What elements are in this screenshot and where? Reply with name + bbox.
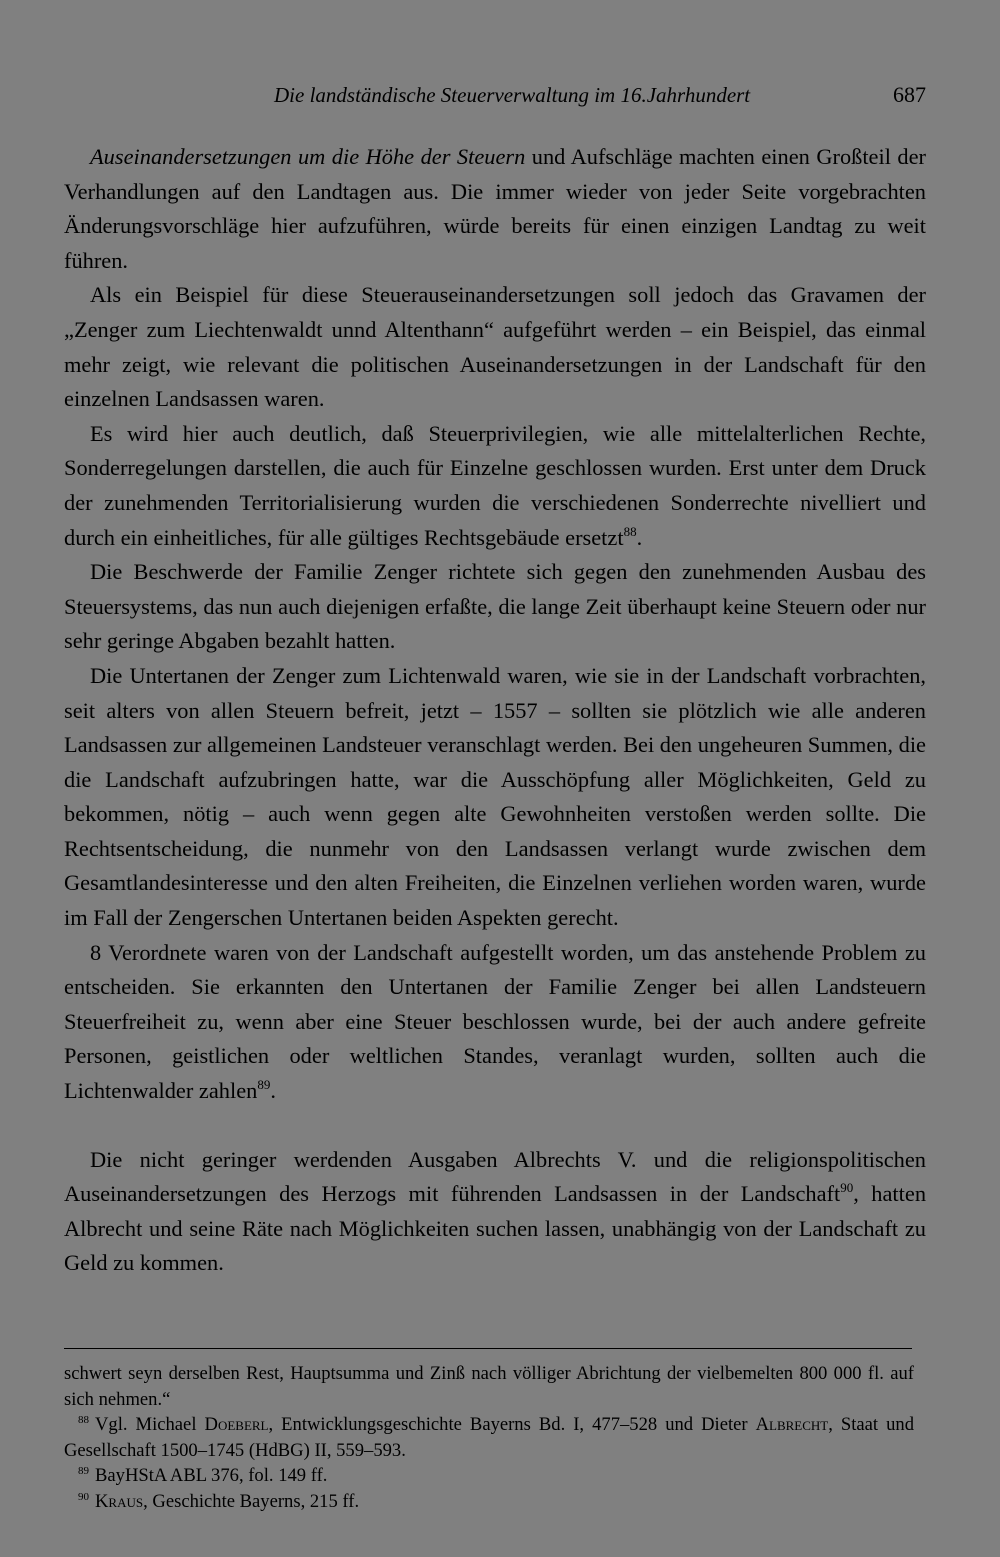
footnote-continuation: schwert seyn derselben Rest, Hauptsumma und Zinß nach völliger Abrichtung der vielbemelten 800 000 fl. auf sich nehmen.“ [64, 1363, 914, 1410]
paragraph-1-text: und Aufschläge machten einen Großteil der Verhandlungen auf den Landtagen aus. Die immer wieder von jeder Seite vorgebrachten Änderungsvorschläge hier aufzuführen, würde bereits für einen einzigen Landtag zu weit führen. [64, 144, 926, 273]
paragraph-3 [64, 417, 926, 555]
footnote-ref-88: 88 [623, 523, 637, 539]
paragraph-7 [64, 1143, 926, 1281]
footnote-88-author-2: Albrecht [755, 1414, 829, 1435]
footnote-88-text-c: , Staat und Gesellschaft 1500–1745 (HdBG) II, 559–593. [64, 1414, 915, 1461]
footnote-89 [64, 1463, 914, 1489]
footnotes [64, 1361, 914, 1514]
footnote-90 [64, 1489, 914, 1515]
paragraph-1 [64, 140, 926, 278]
footnote-89-mark: 89 [78, 1465, 89, 1477]
paragraph-7-end: , hatten Albrecht und seine Räte nach Möglichkeiten suchen lassen, unabhängig von der Landschaft zu Geld zu kommen. [64, 1181, 927, 1276]
page-number: 687 [893, 82, 926, 107]
footnote-90-mark: 90 [78, 1490, 89, 1503]
paragraph-6-end: . [270, 1078, 276, 1104]
running-head [64, 80, 926, 114]
footnote-88-author-1: Doeberl [204, 1414, 269, 1435]
paragraph-2: Als ein Beispiel für diese Steuerauseinandersetzungen soll jedoch das Gravamen der „Zenger zum Liechtenwaldt unnd Altenthann“ aufgeführt werden – ein Beispiel, das einmal mehr zeigt, wie relevant die politischen Auseinandersetzungen in der Landschaft für den einzelnen Landsassen waren. [64, 282, 926, 412]
paragraph-7-text: Die nicht geringer werdenden Ausgaben Albrechts V. und die religionspolitischen Auseinandersetzungen des Herzogs mit führenden Landsassen in der Landschaft [64, 1146, 926, 1207]
paragraph-1-italic: Auseinandersetzungen um die Höhe der Steuern [90, 144, 526, 169]
footnote-ref-90: 90 [840, 1180, 854, 1196]
paragraph-6 [64, 936, 926, 1109]
running-title: Die landständische Steuerverwaltung im 16.Jahrhundert [274, 83, 751, 107]
paragraph-5: Die Untertanen der Zenger zum Lichtenwald waren, wie sie in der Landschaft vorbrachten, seit alters von allen Steuern befreit, jetzt – 1557 – sollten sie plötzlich wie alle anderen Landsassen zur allgemeinen Landsteuer veranschlagt werden. Bei den ungeheuren Summen, die die Landschaft aufzubringen hatte, war die Ausschöpfung aller Möglichkeiten, Geld zu bekommen, nötig – auch wenn gegen alte Gewohnheiten verstoßen werden sollte. Die Rechtsentscheidung, die nunmehr von den Landsassen verlangt wurde zwischen dem Gesamtlandesinteresse und den alten Freiheiten, die Einzelnen verliehen worden waren, wurde im Fall der Zengerschen Untertanen beiden Aspekten gerecht. [64, 662, 926, 931]
paragraph-4: Die Beschwerde der Familie Zenger richtete sich gegen den zunehmenden Ausbau des Steuersystems, das nun auch diejenigen erfaßte, die lange Zeit überhaupt keine Steuern oder nur sehr geringe Abgaben bezahlt hatten. [64, 559, 926, 654]
paragraph-3-end: . [636, 524, 643, 550]
body-text [64, 140, 926, 1281]
footnote-88-text-a: Vgl. Michael [95, 1414, 205, 1435]
footnote-88-text-b: , Entwicklungsgeschichte Bayerns Bd. I, 477–528 und Dieter [268, 1414, 756, 1435]
footnote-90-text: , Geschichte Bayerns, 215 ff. [143, 1490, 360, 1512]
footnote-88-mark: 88 [78, 1414, 89, 1426]
paragraph-6-text: 8 Verordnete waren von der Landschaft aufgestellt worden, um das anstehende Problem zu entscheiden. Sie erkannten den Untertanen der Familie Zenger bei allen Landsteuern Steuerfreiheit zu, wenn aber eine Steuer beschlossen wurde, bei der auch andere gefreite Personen, geistlichen oder weltlichen Standes, veranlagt wurden, sollten auch die Lichtenwalder zahlen [64, 939, 926, 1104]
footnote-90-author: Kraus [95, 1490, 144, 1512]
footnote-ref-89: 89 [257, 1077, 271, 1093]
footnote-89-text: BayHStA ABL 376, fol. 149 ff. [95, 1465, 328, 1486]
paragraph-3-text: Es wird hier auch deutlich, daß Steuerprivilegien, wie alle mittelalterlichen Rechte, Sonderregelungen darstellen, die auch für Einzelne geschlossen wurden. Erst unter dem Druck der zunehmenden Territorialisierung wurden die verschiedenen Sonderrechte nivelliert und durch ein einheitliches, für alle gültiges Rechtsgebäude ersetzt [64, 420, 926, 550]
footnote-88 [64, 1412, 914, 1463]
footnote-divider [64, 1348, 912, 1349]
